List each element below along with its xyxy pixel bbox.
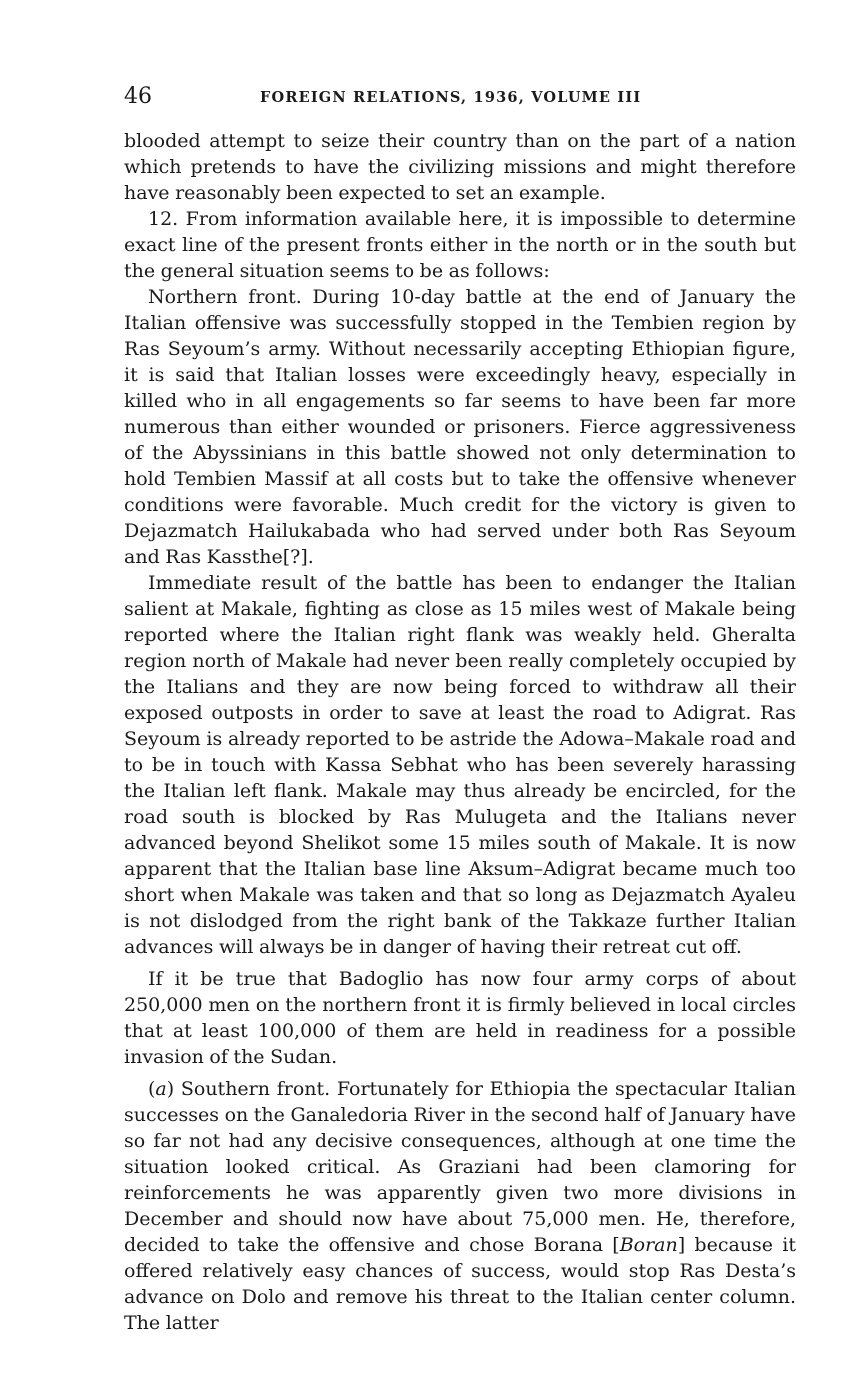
list-marker-open: ( xyxy=(148,1078,156,1100)
southern-front-text-b: ] because it offered relatively easy chances of success, would stop Ras Desta’s advance on Dolo and remove his threat to the Italian center column. The latter xyxy=(124,1234,796,1334)
running-head xyxy=(124,84,796,112)
page-number: 46 xyxy=(124,84,152,109)
paragraph-12: 12. From information available here, it is impossible to determine exact line of the present fronts either in the north or in the south but the general situation seems to be as follows: xyxy=(124,208,796,282)
paragraph-northern-front: Northern front. During 10-day battle at the end of January the Italian offensive was successfully stopped in the Tembien region by Ras Seyoum’s army. Without necessarily accepting Ethiopian figure, it is said that Italian losses were exceedingly heavy, especially in killed who in all engagements so far seems to have been far more numerous than either wounded or prisoners. Fierce aggressiveness of the Abyssinians in this battle showed not only determination to hold Tembien Massif at all costs but to take the offensive whenever conditions were favorable. Much credit for the victory is given to Dejazmatch Hailukabada who had served under both Ras Seyoum and Ras Kassthe[?]. xyxy=(124,286,796,568)
paragraph-continuation: blooded attempt to seize their country than on the part of a nation which pretends to have the civilizing missions and might therefore have reasonably been expected to set an example. xyxy=(124,130,796,204)
editorial-insert: Boran xyxy=(619,1234,678,1256)
southern-front-text-a: ) Southern front. Fortunately for Ethiopia the spectacular Italian successes on the Ganaledoria River in the second half of January have so far not had any decisive consequences, although at one time the situation looked critical. As Graziani had been clamoring for reinforcements he was apparently given two more divisions in December and should now have about 75,000 men. He, therefore, decided to take the offensive and chose Borana [ xyxy=(124,1078,796,1256)
paragraph-immediate-result: Immediate result of the battle has been to endanger the Italian salient at Makale, fighting as close as 15 miles west of Makale being reported where the Italian right flank was weakly held. Gheralta region north of Makale had never been really completely occupied by the Italians and they are now being forced to withdraw all their exposed outposts in order to save at least the road to Adigrat. Ras Seyoum is already reported to be astride the Adowa–Makale road and to be in touch with Kassa Sebhat who has been severely harassing the Italian left flank. Makale may thus already be encircled, for the road south is blocked by Ras Mulugeta and the Italians never advanced beyond Shelikot some 15 miles south of Makale. It is now apparent that the Italian base line Aksum–Adigrat became much too short when Makale was taken and that so long as Dejazmatch Ayaleu is not dislodged from the right bank of the Takkaze further Italian advances will always be in danger of having their retreat cut off. xyxy=(124,572,796,958)
paragraph-badoglio: If it be true that Badoglio has now four army corps of about 250,000 men on the northern front it is firmly believed in local circles that at least 100,000 of them are held in readiness for a possible invasion of the Sudan. xyxy=(124,968,796,1068)
list-marker-letter: a xyxy=(155,1078,167,1100)
running-head-title: FOREIGN RELATIONS, 1936, VOLUME III xyxy=(260,89,642,106)
body-text xyxy=(124,128,796,1336)
paragraph-southern-front xyxy=(124,1076,796,1336)
